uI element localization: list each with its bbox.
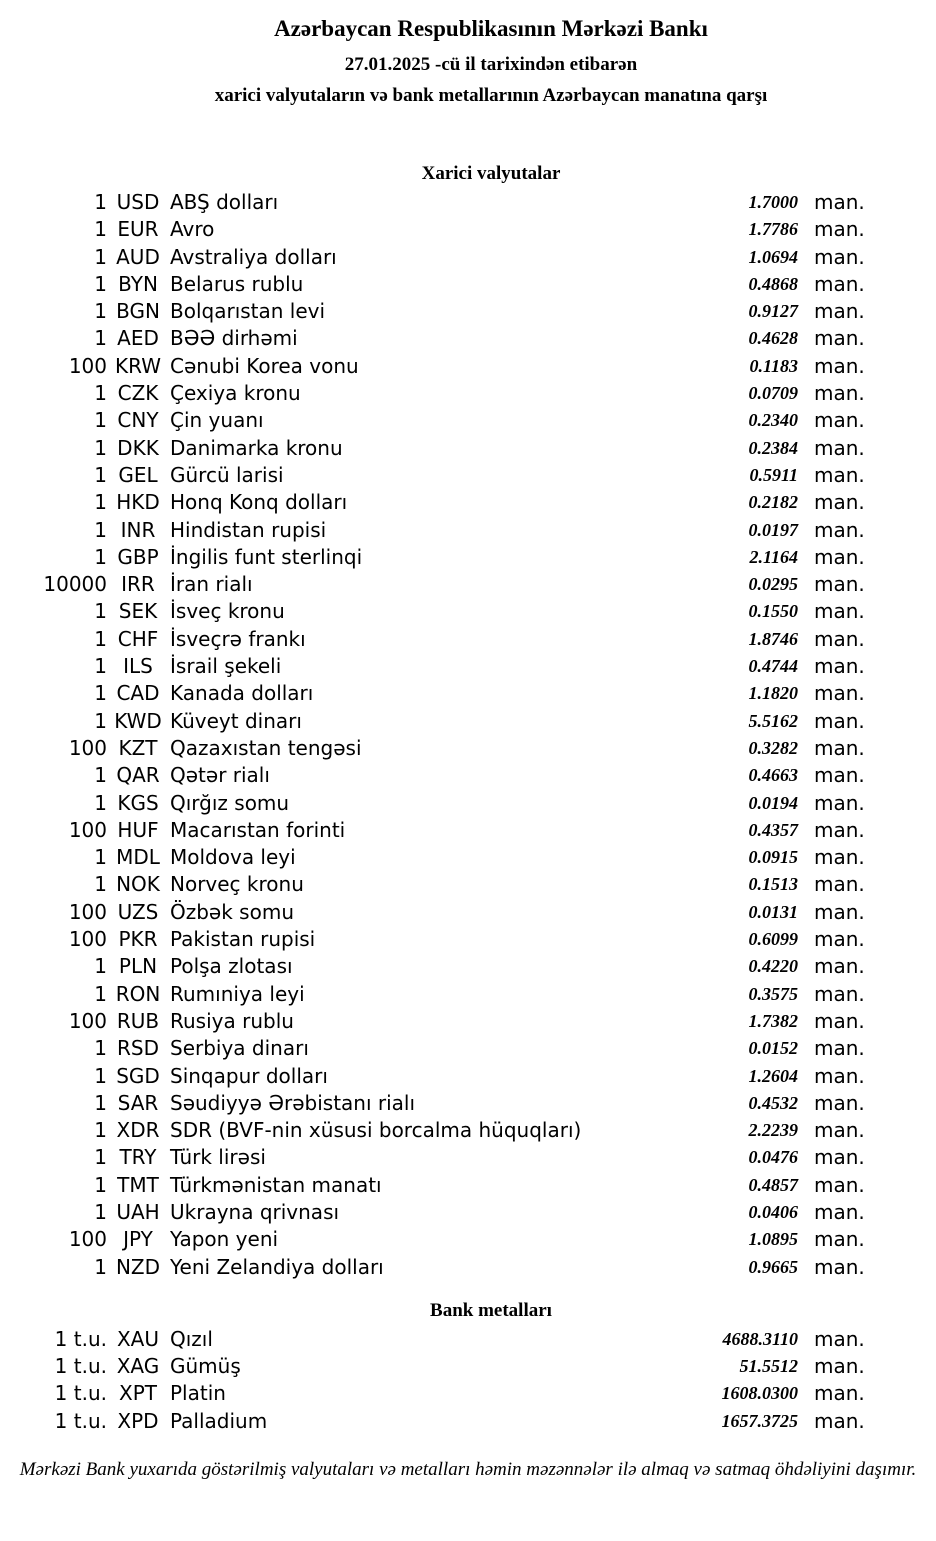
metal-row	[0, 1380, 876, 1407]
currency-name-cell: Türk lirəsi	[170, 1145, 266, 1170]
currency-code-cell: CZK	[117, 381, 159, 406]
rate-value-cell: 0.0194	[748, 792, 798, 813]
unit-label-cell: man.	[814, 435, 865, 460]
quantity-cell: 100	[68, 927, 107, 952]
currency-rates-table	[0, 189, 876, 1281]
currency-row	[0, 762, 876, 789]
unit-label-cell: man.	[814, 572, 865, 597]
quantity-cell: 1	[94, 654, 107, 679]
currency-name-cell: Pakistan rupisi	[170, 927, 316, 952]
currency-name-cell: Kanada dolları	[170, 681, 314, 706]
currency-row	[0, 216, 876, 243]
currency-row	[0, 353, 876, 380]
unit-label-cell: man.	[814, 1118, 865, 1143]
rate-value-cell: 0.0295	[748, 574, 798, 595]
unit-label-cell: man.	[814, 981, 865, 1006]
exchange-rate-bulletin	[0, 14, 936, 1483]
rate-value-cell: 0.4857	[748, 1174, 798, 1195]
rate-value-cell: 0.0131	[748, 901, 798, 922]
quantity-cell: 1	[94, 626, 107, 651]
currency-row	[0, 1254, 876, 1281]
section-title-foreign-currencies: Xarici valyutalar	[421, 163, 561, 184]
currency-row	[0, 380, 876, 407]
rate-value-cell: 5.5162	[748, 710, 798, 731]
quantity-cell: 1	[94, 326, 107, 351]
currency-row	[0, 981, 876, 1008]
currency-name-cell: Danimarka kronu	[170, 435, 343, 460]
currency-name-cell: Avstraliya dolları	[170, 244, 337, 269]
currency-row	[0, 1090, 876, 1117]
currency-row	[0, 708, 876, 735]
currency-name-cell: Sinqapur dolları	[170, 1063, 328, 1088]
quantity-cell: 100	[68, 735, 107, 760]
currency-name-cell: Avro	[170, 217, 215, 242]
currency-name-cell: İsveç kronu	[170, 599, 285, 624]
quantity-cell: 1	[94, 1118, 107, 1143]
rate-value-cell: 0.2340	[748, 410, 798, 431]
unit-label-cell: man.	[814, 490, 865, 515]
currency-code-cell: KGS	[117, 790, 159, 815]
obligation-note: Mərkəzi Bank yuxarıda göstərilmiş valyutaları və metalları həmin məzənnələr ilə almaq və satmaq öhdəliyini daşımır.	[19, 1459, 917, 1481]
unit-label-cell: man.	[814, 299, 865, 324]
metal-rates-table	[0, 1326, 876, 1435]
currency-row	[0, 626, 876, 653]
currency-code-cell: USD	[116, 190, 160, 214]
metal-row	[0, 1326, 876, 1353]
quantity-cell: 1	[94, 544, 107, 569]
currency-row	[0, 1035, 876, 1062]
unit-label-cell: man.	[814, 244, 865, 269]
rate-value-cell: 1.7382	[748, 1010, 798, 1031]
unit-label-cell: man.	[814, 353, 865, 378]
rate-value-cell: 2.1164	[749, 546, 798, 567]
currency-name-cell: İsrail şekeli	[170, 654, 282, 679]
currency-name-cell: Serbiya dinarı	[170, 1036, 309, 1061]
effective-date-line: 27.01.2025 -cü il tarixindən etibarən	[344, 54, 638, 75]
rate-value-cell: 0.4357	[748, 819, 798, 840]
currency-code-cell: XPD	[117, 1408, 159, 1433]
currency-name-cell: Yeni Zelandiya dolları	[170, 1254, 384, 1279]
unit-label-cell: man.	[814, 462, 865, 487]
unit-label-cell: man.	[814, 1381, 865, 1406]
quantity-cell: 1	[94, 872, 107, 897]
currency-row	[0, 844, 876, 871]
quantity-cell: 1	[94, 681, 107, 706]
rate-value-cell: 0.5911	[749, 464, 798, 485]
currency-code-cell: DKK	[117, 435, 159, 460]
currency-row	[0, 271, 876, 298]
quantity-cell: 1	[94, 708, 107, 733]
currency-code-cell: UZS	[117, 899, 159, 924]
currency-code-cell: KZT	[118, 735, 158, 760]
rate-value-cell: 0.4532	[748, 1092, 798, 1113]
quantity-cell: 1	[94, 408, 107, 433]
quantity-cell: 1	[94, 599, 107, 624]
unit-label-cell: man.	[814, 1063, 865, 1088]
rate-value-cell: 0.4220	[748, 956, 798, 977]
quantity-cell: 1	[94, 1172, 107, 1197]
currency-row	[0, 598, 876, 625]
rate-value-cell: 0.6099	[748, 929, 798, 950]
metal-row	[0, 1353, 876, 1380]
rate-value-cell: 4688.3110	[722, 1328, 798, 1349]
rate-value-cell: 0.1183	[749, 355, 798, 376]
quantity-cell: 1	[94, 981, 107, 1006]
currency-code-cell: BGN	[116, 299, 160, 324]
section-title-bank-metals: Bank metalları	[430, 1299, 552, 1321]
currency-code-cell: BYN	[118, 271, 158, 296]
unit-label-cell: man.	[814, 1036, 865, 1061]
currency-name-cell: Çin yuanı	[170, 408, 264, 433]
quantity-cell: 1	[94, 435, 107, 460]
currency-row	[0, 407, 876, 434]
quantity-cell: 100	[68, 1227, 107, 1252]
currency-code-cell: CNY	[117, 408, 159, 433]
currency-code-cell: CAD	[116, 681, 160, 706]
currency-row	[0, 953, 876, 980]
metal-row	[0, 1408, 876, 1435]
currency-row	[0, 298, 876, 325]
unit-label-cell: man.	[814, 408, 865, 433]
currency-name-cell: Polşa zlotası	[170, 954, 293, 979]
quantity-cell: 1 t.u.	[54, 1326, 107, 1351]
currency-code-cell: QAR	[116, 763, 160, 788]
currency-name-cell: Honq Konq dolları	[170, 490, 348, 515]
quantity-cell: 1	[94, 462, 107, 487]
rate-value-cell: 0.0406	[748, 1201, 798, 1222]
rate-value-cell: 0.4628	[748, 328, 798, 349]
unit-label-cell: man.	[814, 817, 865, 842]
unit-label-cell: man.	[814, 190, 865, 214]
quantity-cell: 1	[94, 845, 107, 870]
unit-label-cell: man.	[814, 681, 865, 706]
currency-code-cell: TMT	[117, 1172, 159, 1197]
rate-value-cell: 0.0476	[748, 1147, 798, 1168]
quantity-cell: 1	[94, 1199, 107, 1224]
rate-value-cell: 51.5512	[739, 1356, 798, 1377]
currency-row	[0, 653, 876, 680]
currency-code-cell: NOK	[116, 872, 160, 897]
unit-label-cell: man.	[814, 599, 865, 624]
currency-name-cell: Ukrayna qrivnası	[170, 1199, 340, 1224]
currency-name-cell: İran rialı	[170, 572, 253, 597]
currency-row	[0, 435, 876, 462]
currency-name-cell: ABŞ dolları	[170, 190, 279, 214]
currency-code-cell: MDL	[116, 845, 160, 870]
currency-row	[0, 1008, 876, 1035]
currency-row	[0, 325, 876, 352]
currency-code-cell: KWD	[114, 708, 162, 733]
currency-code-cell: GEL	[118, 462, 158, 487]
rate-value-cell: 0.4663	[748, 765, 798, 786]
unit-label-cell: man.	[814, 1354, 865, 1379]
currency-name-cell: Türkmənistan manatı	[170, 1172, 382, 1197]
currency-code-cell: XAG	[116, 1354, 160, 1379]
currency-code-cell: UAH	[116, 1199, 160, 1224]
currency-code-cell: EUR	[117, 217, 159, 242]
currency-code-cell: NZD	[115, 1254, 161, 1279]
currency-name-cell: Platin	[170, 1381, 226, 1406]
currency-name-cell: Qırğız somu	[170, 790, 290, 815]
rate-value-cell: 0.9665	[748, 1256, 798, 1277]
currency-row	[0, 1172, 876, 1199]
currency-row	[0, 1063, 876, 1090]
rate-value-cell: 0.2182	[748, 492, 798, 513]
currency-name-cell: Qazaxıstan tengəsi	[170, 735, 362, 760]
quantity-cell: 1	[94, 190, 107, 214]
unit-label-cell: man.	[814, 1145, 865, 1170]
currency-row	[0, 817, 876, 844]
quantity-cell: 1	[94, 244, 107, 269]
currency-name-cell: Bolqarıstan levi	[170, 299, 326, 324]
unit-label-cell: man.	[814, 954, 865, 979]
currency-name-cell: Cənubi Korea vonu	[170, 353, 359, 378]
currency-name-cell: Yapon yeni	[170, 1227, 279, 1252]
currency-code-cell: KRW	[115, 353, 161, 378]
currency-name-cell: Qızıl	[170, 1326, 213, 1351]
currency-code-cell: SAR	[117, 1090, 159, 1115]
page-title: Azərbaycan Respublikasının Mərkəzi Bankı	[274, 16, 708, 41]
quantity-cell: 100	[68, 353, 107, 378]
unit-label-cell: man.	[814, 271, 865, 296]
currency-code-cell: PLN	[118, 954, 158, 979]
currency-name-cell: Çexiya kronu	[170, 381, 301, 406]
quantity-cell: 1 t.u.	[54, 1381, 107, 1406]
unit-label-cell: man.	[814, 735, 865, 760]
unit-label-cell: man.	[814, 217, 865, 242]
currency-name-cell: Qətər rialı	[170, 763, 270, 788]
currency-code-cell: RSD	[117, 1036, 159, 1061]
quantity-cell: 1	[94, 1036, 107, 1061]
quantity-cell: 1	[94, 1090, 107, 1115]
rate-value-cell: 1.0895	[748, 1229, 798, 1250]
rate-value-cell: 0.4744	[748, 656, 798, 677]
quantity-cell: 100	[68, 899, 107, 924]
rate-value-cell: 0.4868	[748, 273, 798, 294]
currency-row	[0, 926, 876, 953]
unit-label-cell: man.	[814, 544, 865, 569]
currency-name-cell: Səudiyyə Ərəbistanı rialı	[170, 1090, 416, 1115]
currency-code-cell: RON	[115, 981, 161, 1006]
rate-value-cell: 1.0694	[748, 246, 798, 267]
currency-code-cell: CHF	[117, 626, 159, 651]
currency-code-cell: PKR	[118, 927, 158, 952]
unit-label-cell: man.	[814, 1172, 865, 1197]
currency-code-cell: IRR	[121, 572, 155, 597]
rate-value-cell: 0.0915	[748, 847, 798, 868]
quantity-cell: 1 t.u.	[54, 1354, 107, 1379]
rate-value-cell: 1.7000	[748, 192, 798, 212]
currency-row	[0, 517, 876, 544]
unit-label-cell: man.	[814, 927, 865, 952]
currency-row	[0, 462, 876, 489]
currency-code-cell: XAU	[116, 1326, 160, 1351]
currency-row	[0, 244, 876, 271]
unit-label-cell: man.	[814, 1008, 865, 1033]
currency-row	[0, 680, 876, 707]
currency-name-cell: Palladium	[170, 1408, 268, 1433]
unit-label-cell: man.	[814, 1090, 865, 1115]
unit-label-cell: man.	[814, 1227, 865, 1252]
currency-row	[0, 871, 876, 898]
rate-value-cell: 0.1550	[748, 601, 798, 622]
currency-name-cell: İsveçrə frankı	[170, 626, 306, 651]
rate-value-cell: 0.1513	[748, 874, 798, 895]
currency-code-cell: SEK	[118, 599, 158, 624]
unit-label-cell: man.	[814, 1199, 865, 1224]
quantity-cell: 1	[94, 490, 107, 515]
currency-code-cell: RUB	[116, 1008, 160, 1033]
currency-code-cell: SGD	[116, 1063, 160, 1088]
unit-label-cell: man.	[814, 1408, 865, 1433]
currency-name-cell: Moldova leyi	[170, 845, 296, 870]
rate-value-cell: 1.8746	[748, 628, 798, 649]
page-subtitle: xarici valyutaların və bank metallarının Azərbaycan manatına qarşı	[214, 85, 768, 106]
currency-row	[0, 189, 876, 216]
currency-name-cell: BƏƏ dirhəmi	[170, 326, 298, 351]
rate-value-cell: 1.7786	[748, 219, 798, 240]
currency-code-cell: TRY	[119, 1145, 157, 1170]
currency-name-cell: Hindistan rupisi	[170, 517, 327, 542]
rate-value-cell: 0.3575	[748, 983, 798, 1004]
unit-label-cell: man.	[814, 708, 865, 733]
currency-row	[0, 544, 876, 571]
currency-row	[0, 1199, 876, 1226]
rate-value-cell: 0.9127	[748, 301, 798, 322]
currency-code-cell: AUD	[116, 244, 160, 269]
currency-name-cell: Gümüş	[170, 1354, 241, 1379]
currency-row	[0, 571, 876, 598]
quantity-cell: 100	[68, 1008, 107, 1033]
rate-value-cell: 0.0197	[748, 519, 798, 540]
rate-value-cell: 1.1820	[748, 683, 798, 704]
quantity-cell: 1	[94, 1063, 107, 1088]
quantity-cell: 1	[94, 299, 107, 324]
quantity-cell: 1	[94, 954, 107, 979]
quantity-cell: 100	[68, 817, 107, 842]
unit-label-cell: man.	[814, 1326, 865, 1351]
rate-value-cell: 0.3282	[748, 737, 798, 758]
currency-name-cell: Rusiya rublu	[170, 1008, 294, 1033]
rate-value-cell: 0.0709	[748, 383, 798, 404]
unit-label-cell: man.	[814, 872, 865, 897]
currency-name-cell: Macarıstan forinti	[170, 817, 346, 842]
currency-row	[0, 489, 876, 516]
currency-row	[0, 899, 876, 926]
quantity-cell: 1	[94, 517, 107, 542]
currency-name-cell: Rumıniya leyi	[170, 981, 305, 1006]
rate-value-cell: 0.0152	[748, 1038, 798, 1059]
rate-value-cell: 0.2384	[748, 437, 798, 458]
unit-label-cell: man.	[814, 654, 865, 679]
unit-label-cell: man.	[814, 763, 865, 788]
quantity-cell: 1	[94, 1145, 107, 1170]
currency-code-cell: JPY	[123, 1227, 153, 1252]
quantity-cell: 1	[94, 271, 107, 296]
currency-code-cell: ILS	[123, 654, 153, 679]
rate-value-cell: 1657.3725	[721, 1410, 798, 1431]
currency-code-cell: HUF	[117, 817, 159, 842]
quantity-cell: 1	[94, 763, 107, 788]
currency-name-cell: SDR (BVF-nin xüsusi borcalma hüquqları)	[170, 1118, 582, 1143]
currency-code-cell: INR	[120, 517, 156, 542]
quantity-cell: 1	[94, 217, 107, 242]
currency-row	[0, 1226, 876, 1253]
currency-code-cell: XPT	[119, 1381, 157, 1406]
unit-label-cell: man.	[814, 845, 865, 870]
unit-label-cell: man.	[814, 517, 865, 542]
quantity-cell: 1 t.u.	[54, 1408, 107, 1433]
currency-name-cell: İngilis funt sterlinqi	[170, 544, 363, 569]
quantity-cell: 1	[94, 381, 107, 406]
rate-value-cell: 1.2604	[748, 1065, 798, 1086]
currency-row	[0, 790, 876, 817]
currency-row	[0, 1144, 876, 1171]
currency-row	[0, 1117, 876, 1144]
currency-name-cell: Norveç kronu	[170, 872, 304, 897]
unit-label-cell: man.	[814, 626, 865, 651]
currency-code-cell: XDR	[116, 1118, 160, 1143]
unit-label-cell: man.	[814, 899, 865, 924]
currency-code-cell: AED	[117, 326, 159, 351]
currency-name-cell: Gürcü larisi	[170, 462, 284, 487]
quantity-cell: 1	[94, 1254, 107, 1279]
currency-name-cell: Küveyt dinarı	[170, 708, 302, 733]
unit-label-cell: man.	[814, 790, 865, 815]
rate-value-cell: 1608.0300	[721, 1383, 798, 1404]
quantity-cell: 1	[94, 790, 107, 815]
unit-label-cell: man.	[814, 381, 865, 406]
currency-row	[0, 735, 876, 762]
currency-name-cell: Özbək somu	[170, 899, 294, 924]
currency-code-cell: HKD	[116, 490, 160, 515]
quantity-cell: 10000	[43, 572, 107, 597]
currency-name-cell: Belarus rublu	[170, 271, 304, 296]
unit-label-cell: man.	[814, 1254, 865, 1279]
currency-code-cell: GBP	[117, 544, 159, 569]
rate-value-cell: 2.2239	[748, 1120, 798, 1141]
unit-label-cell: man.	[814, 326, 865, 351]
